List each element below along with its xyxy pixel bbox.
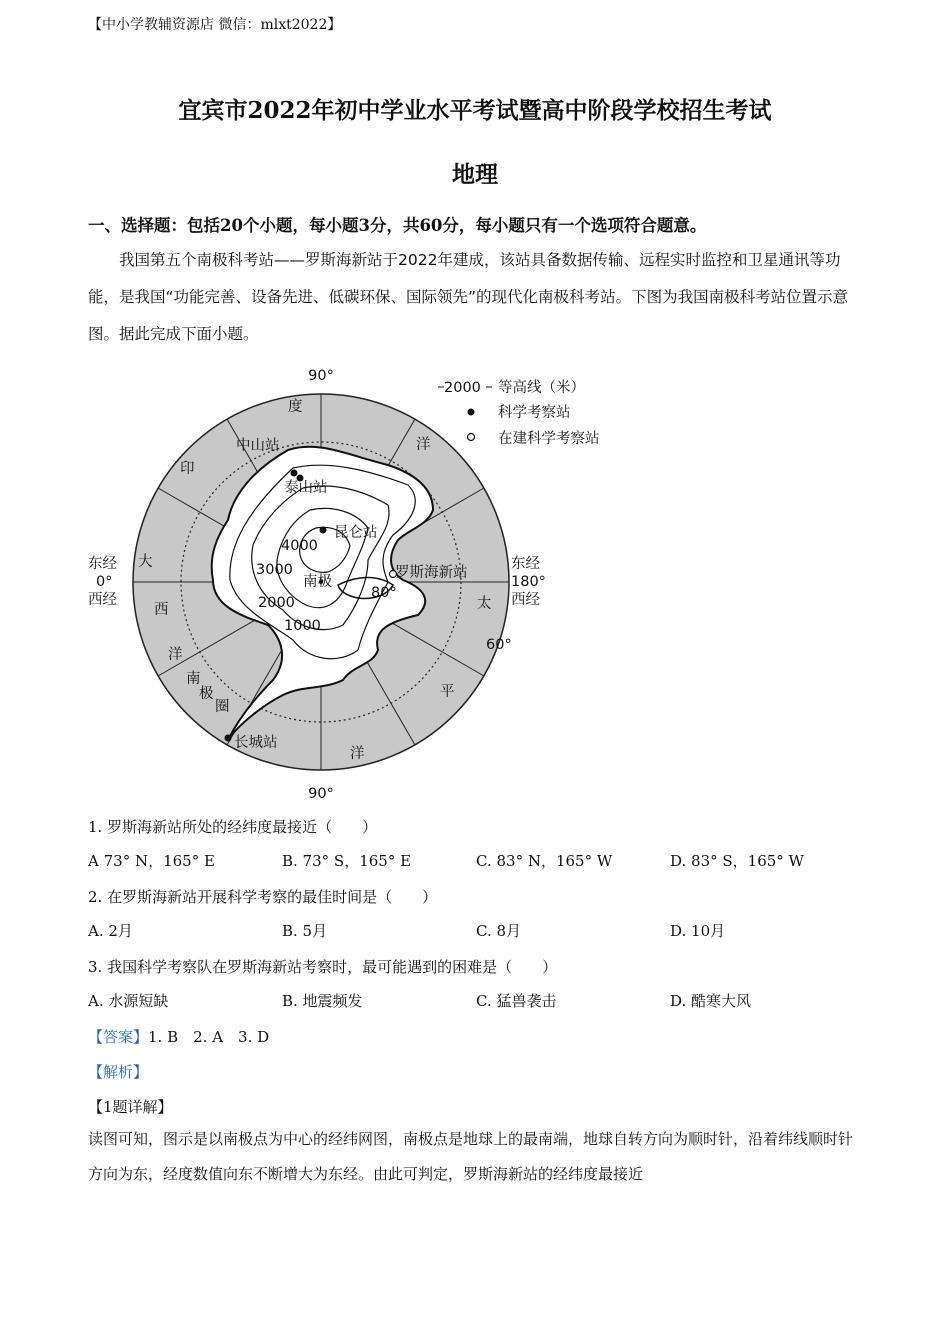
ocean-yin: 印 [180,461,195,477]
question-3-stem: 3. 我国科学考察队在罗斯海新站考察时，最可能遇到的困难是（ ） [88,958,558,976]
rosshai-label: 罗斯海新站 [395,565,468,581]
label-right-1: 东经 [511,556,540,572]
label-lat-80: 80° [371,585,397,601]
taishan-label: 泰山站 [284,480,328,496]
contour-4000: 4000 [281,538,318,554]
legend-contour: 等高线（米） [498,380,585,396]
question-2-option-c[interactable]: C. 8月 [476,922,522,940]
south-circle-1: 南 [186,671,201,687]
question-2-option-a[interactable]: A. 2月 [88,922,133,940]
label-right-2: 180° [511,574,546,590]
header-note: 【中小学教辅资源店 微信：mlxt2022】 [88,17,342,33]
legend-building: 在建科学考察站 [498,431,600,447]
zhongshan-station-marker [291,470,298,477]
intro-paragraph: 我国第五个南极科考站——罗斯海新站于2022年建成，该站具备数据传输、远程实时监控和卫星通讯等功能，是我国“功能完善、设备先进、低碳环保、国际领先”的现代化南极科考站。下图为我国南极科考站位置示意图。据此完成下面小题。 [88,251,849,343]
question-1-option-b[interactable]: B. 73° S，165° E [282,852,412,870]
contour-3000: 3000 [256,562,293,578]
south-pole-label: 南极 [303,574,332,590]
ocean-ping: 平 [440,684,455,700]
question-3-option-d[interactable]: D. 酷寒大风 [670,992,752,1010]
label-lat-60: 60° [486,637,512,653]
south-circle-3: 圈 [215,699,230,715]
question-1-option-d[interactable]: D. 83° S，165° W [670,852,804,870]
antarctica-map [88,360,648,810]
legend-building-marker [468,434,475,441]
question-1-option-c[interactable]: C. 83° N，165° W [476,852,613,870]
ocean-yang-2: 洋 [168,647,183,663]
subject-title: 地理 [452,161,498,188]
kunlun-station-marker [320,527,327,534]
legend-station: 科学考察站 [498,405,571,421]
detail-text: 读图可知，图示是以南极点为中心的经纬网图，南极点是地球上的最南端，地球自转方向为顺时针，沿着纬线顺时针方向为东，经度数值向东不断增大为东经。由此可判定，罗斯海新站的经纬度最接近 [88,1130,854,1183]
south-circle-2: 极 [199,686,214,702]
question-2-option-d[interactable]: D. 10月 [670,922,726,940]
ocean-xi: 西 [154,602,169,618]
label-left-2: 0° [96,574,113,590]
ocean-da: 大 [138,554,153,570]
label-left-1: 东经 [88,556,117,572]
contour-2000: 2000 [258,595,295,611]
answer-text: 1. B 2. A 3. D [148,1028,270,1046]
answer-line [88,1026,269,1047]
question-2-option-b[interactable]: B. 5月 [282,922,328,940]
ocean-tai: 太 [477,596,492,612]
legend-station-marker [468,409,475,416]
changcheng-station-marker [225,735,232,742]
section-heading: 一、选择题：包括20个小题，每小题3分，共60分，每小题只有一个选项符合题意。 [88,216,707,235]
question-3-option-a[interactable]: A. 水源短缺 [88,992,169,1010]
page-title: 宜宾市2022年初中学业水平考试暨高中阶段学校招生考试 [178,97,772,124]
label-left-3: 西经 [88,592,117,608]
detail-label: 【1题详解】 [88,1098,173,1116]
question-1-option-a[interactable]: A 73° N，165° E [88,852,215,870]
legend-contour-value: 2000 [444,380,481,396]
changcheng-label: 长城站 [234,735,278,751]
label-bottom-90: 90° [308,786,334,802]
contour-1000: 1000 [284,618,321,634]
ocean-du: 度 [288,399,303,415]
question-3-option-b[interactable]: B. 地震频发 [282,992,363,1010]
analysis-label: 【解析】 [88,1063,149,1081]
map-legend [438,378,600,447]
question-3-option-c[interactable]: C. 猛兽袭击 [476,992,557,1010]
question-2-stem: 2. 在罗斯海新站开展科学考察的最佳时间是（ ） [88,888,438,906]
answer-label: 【答案】 [88,1028,149,1046]
question-1-stem: 1. 罗斯海新站所处的经纬度最接近（ ） [88,818,378,836]
ocean-yang-3: 洋 [350,746,365,762]
ocean-yang-1: 洋 [416,437,431,453]
zhongshan-label: 中山站 [236,438,280,454]
label-top-90: 90° [308,368,334,384]
kunlun-label: 昆仑站 [334,525,378,541]
label-right-3: 西经 [511,592,540,608]
